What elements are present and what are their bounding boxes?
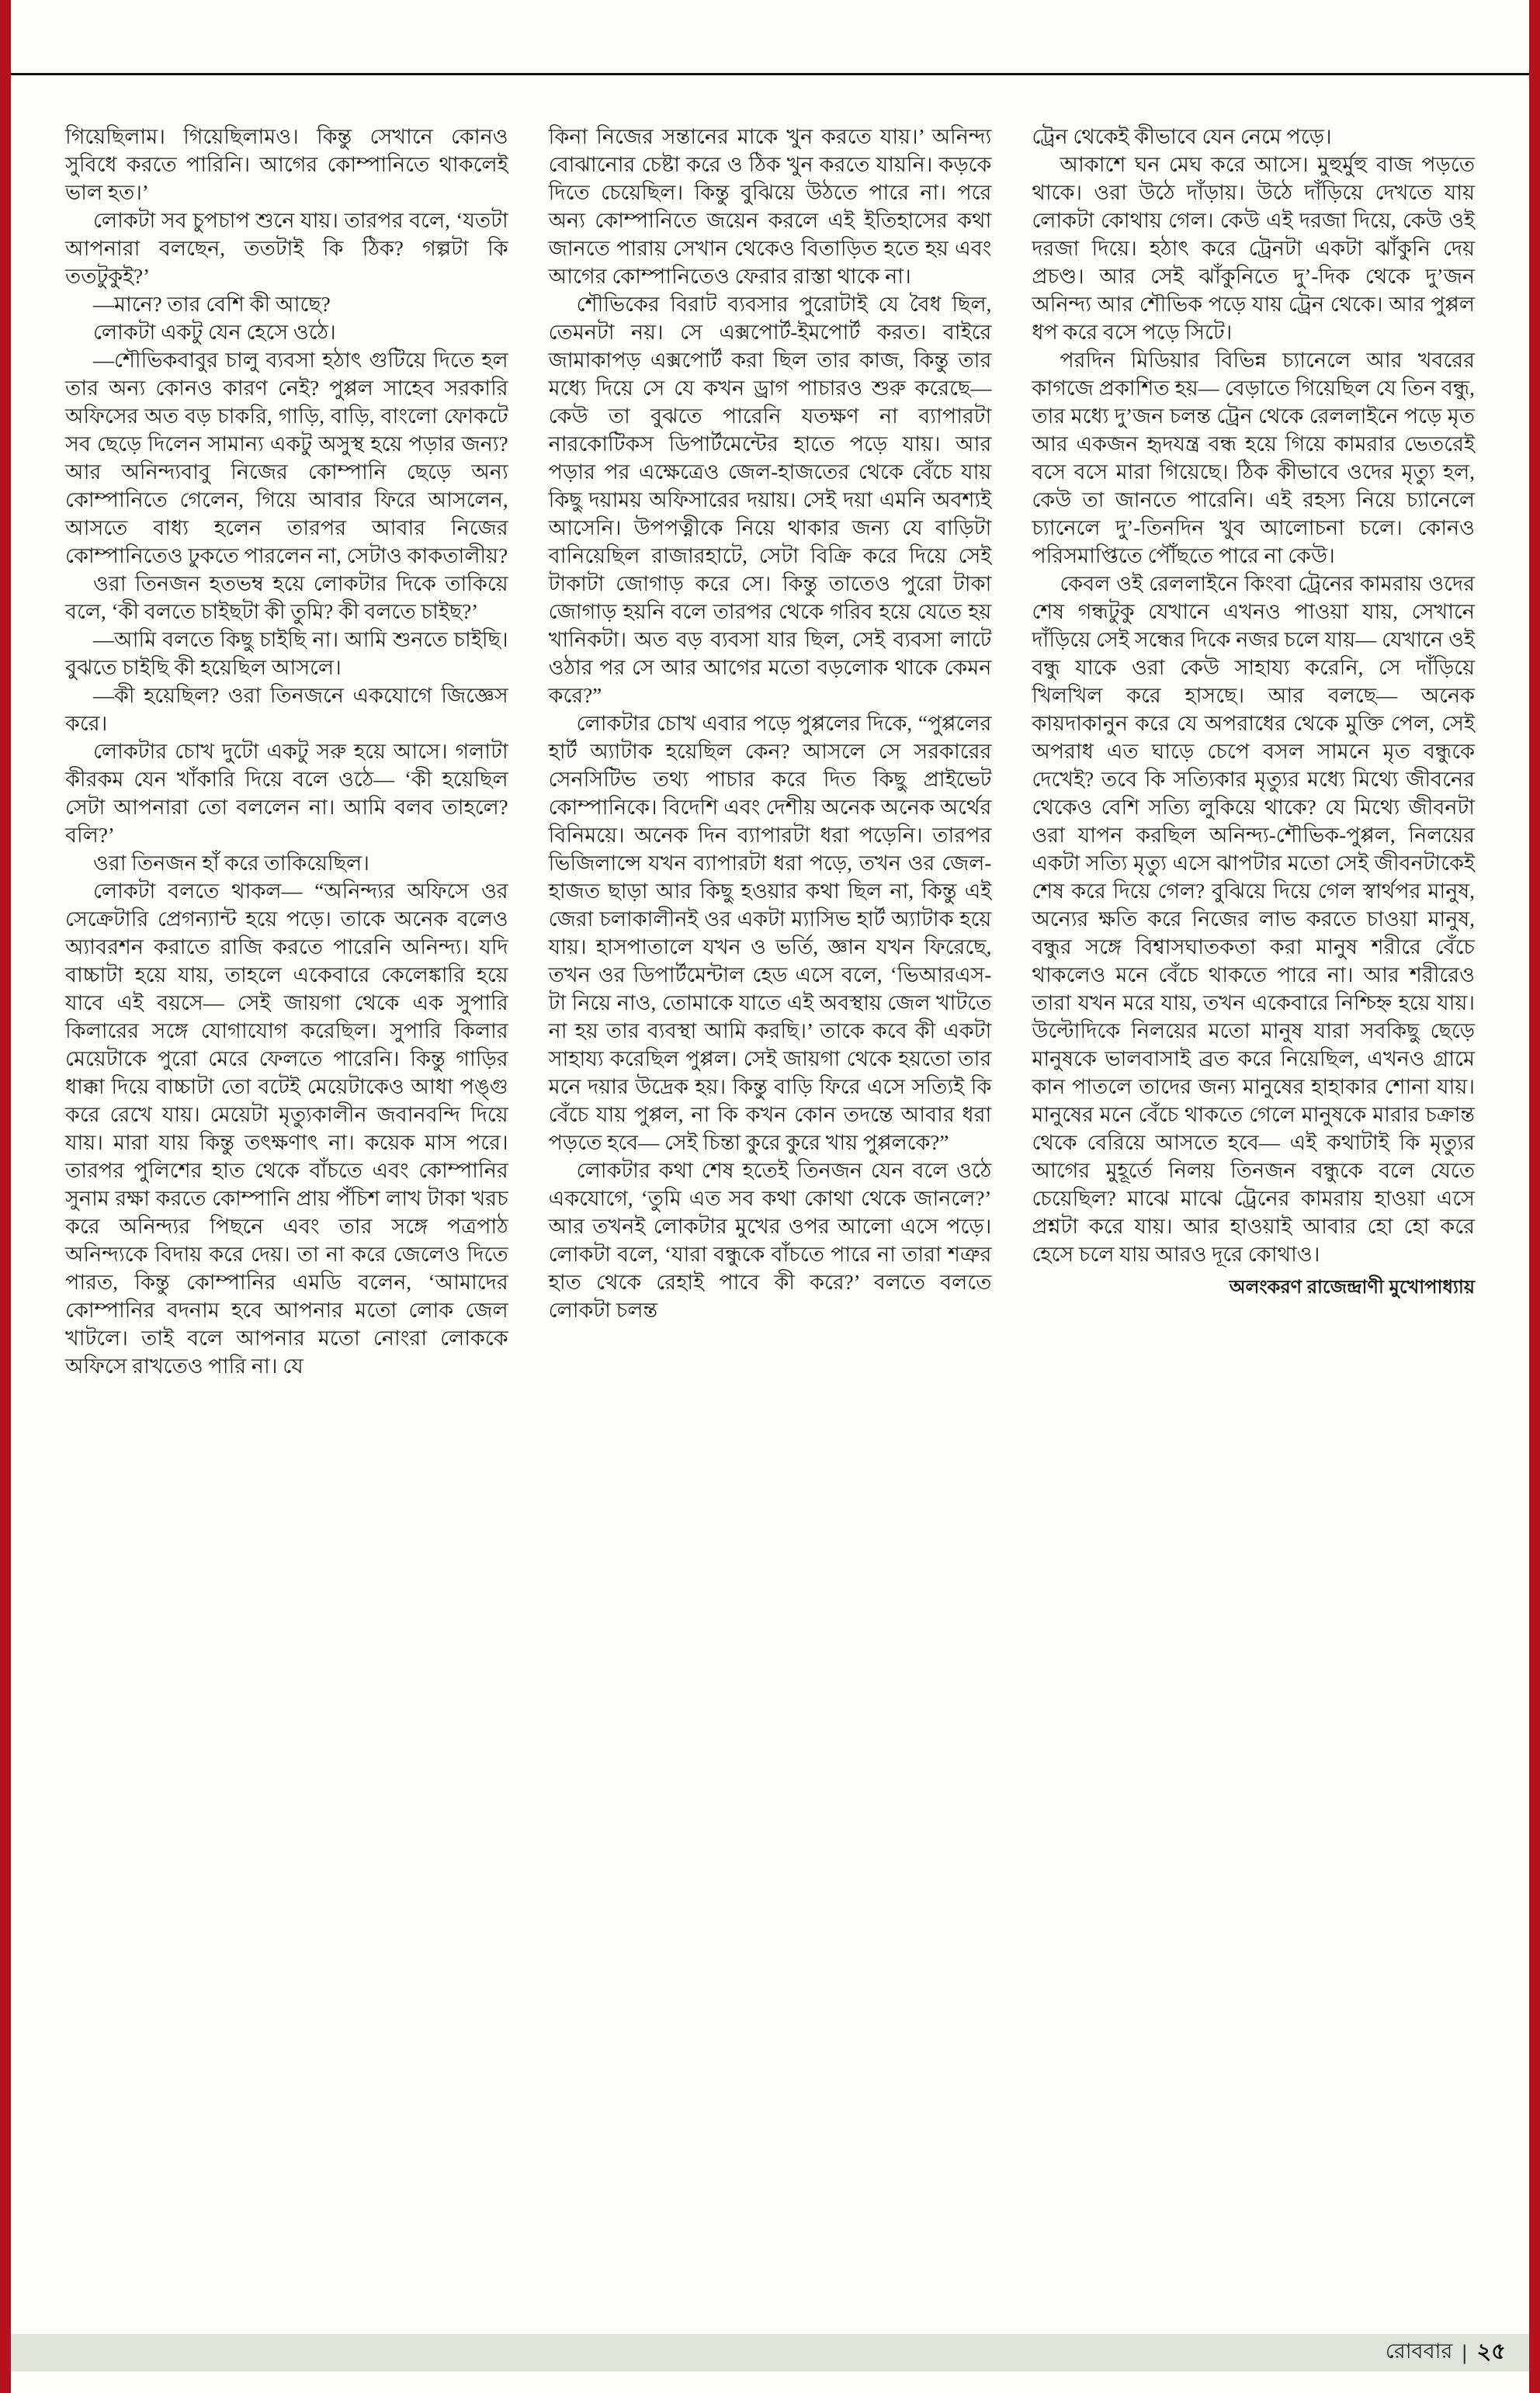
article-columns	[65, 123, 1475, 1380]
paragraph: লোকটা একটু যেন হেসে ওঠে।	[93, 321, 336, 344]
article-column-1	[65, 123, 508, 1380]
paragraph: লোকটার চোখ এবার পড়ে পুপ্পলের দিকে, “পুপ্পলের হার্ট অ্যাটাক হয়েছিল কেন? আসলে সে সরকারের সেনসিটিভ তথ্য পাচার করে দিত কিছু প্রাইভেট কোম্পানিকে। বিদেশি এবং দেশীয় অনেক অনেক অর্থের বিনিময়ে। অনেক দিন ব্যাপারটা ধরা পড়েনি। তারপর ভিজিলান্সে যখন ব্যাপারটা ধরা পড়ে, তখন ওর জেল-হাজত ছাড়া আর কিছু হওয়ার কথা ছিল না, কিন্তু এই জেরা চলাকালীনই ওর একটা ম্যাসিভ হার্ট অ্যাটাক হয়ে যায়। হাসপাতালে যখন ও ভর্তি, জ্ঞান যখন ফিরেছে, তখন ওর ডিপার্টমেন্টাল হেড এসে বলে, ‘ভিআরএস-টা নিয়ে নাও, তোমাকে যাতে এই অবস্থায় জেল খাটতে না হয় তার ব্যবস্থা আমি করছি।’ তাকে কবে কী একটা সাহায্য করেছিল পুপ্পল। সেই জায়গা থেকে হয়তো তার মনে দয়ার উদ্রেক হয়। কিন্তু বাড়ি ফিরে এসে সত্যিই কি বেঁচে যায় পুপ্পল, না কি কখন কোন তদন্তে আবার ধরা পড়তে হবে— সেই চিন্তা কুরে কুরে খায় পুপ্পলকে?”	[548, 712, 992, 1154]
paragraph: কেবল ওই রেললাইনে কিংবা ট্রেনের কামরায় ওদের শেষ গন্ধটুকু যেখানে এখনও পাওয়া যায়, সেখানে দাঁড়িয়ে সেই সন্ধের দিকে নজর চলে যায়— যেখানে ওই বন্ধু যাকে ওরা কেউ সাহায্য করেনি, সে দাঁড়িয়ে খিলখিল করে হাসছে। আর বলছে— অনেক কায়দাকানুন করে যে অপরাধের থেকে মুক্তি পেল, সেই অপরাধ এত ঘাড়ে চেপে বসল সামনে মৃত বন্ধুকে দেখেই? তবে কি সত্যিকার মৃত্যুর মধ্যে মিথ্যে জীবনের থেকেও বেশি সত্যি লুকিয়ে থাকে? যে মিথ্যে জীবনটা ওরা যাপন করছিল অনিন্দ্য-শৌভিক-পুপ্পল, নিলয়ের একটা সত্যি মৃত্যু এসে ঝাপটার মতো সেই জীবনটাকেই শেষ করে দিয়ে গেল? বুঝিয়ে দিয়ে গেল স্বার্থপর মানুষ, অন্যের ক্ষতি করে নিজের লাভ করতে চাওয়া মানুষ, বন্ধুর সঙ্গে বিশ্বাসঘাতকতা করা মানুষ শরীরে বেঁচে থাকলেও মনে বেঁচে থাকতে পারে না। আর শরীরেও তারা যখন মরে যায়, তখন একেবারে নিশ্চিহ্ন হয়ে যায়। উল্টোদিকে নিলয়ের মতো মানুষ যারা সবকিছু ছেড়ে মানুষকে ভালবাসাই ব্রত করে নিয়েছিল, এখনও গ্রামে কান পাতলে তাদের জন্য মানুষের হাহাকার শোনা যায়। মানুষের মনে বেঁচে থাকতে গেলে মানুষকে মারার চক্রান্ত থেকে বেরিয়ে আসতে হবে— এই কথাটাই কি মৃত্যুর আগের মুহূর্তে নিলয় তিনজন বন্ধুকে বলে যেতে চেয়েছিল? মাঝে মাঝে ট্রেনের কামরায় হাওয়া এসে প্রশ্নটা করে যায়। আর হাওয়াই আবার হো হো করে হেসে চলে যায় আরও দূরে কোথাও।	[1032, 572, 1476, 1266]
paragraph: শৌভিকের বিরাট ব্যবসার পুরোটাই যে বৈধ ছিল, তেমনটা নয়। সে এক্সপোর্ট-ইমপোর্ট করত। বাইরে জামাকাপড় এক্সপোর্ট করা ছিল তার কাজ, কিন্তু তার মধ্যে দিয়ে সে যে কখন ড্রাগ পাচারও শুরু করেছে— কেউ তা বুঝতে পারেনি যতক্ষণ না ব্যাপারটা নারকোটিকস ডিপার্টমেন্টের হাতে পড়ে যায়। আর পড়ার পর এক্ষেত্রেও জেল-হাজতের থেকে বেঁচে যায় কিছু দয়াময় অফিসারের দয়ায়। সেই দয়া এমনি অবশ্যই আসেনি। উপপত্নীকে নিয়ে থাকার জন্য যে বাড়িটা বানিয়েছিল রাজারহাটে, সেটা বিক্রি করে দিয়ে সেই টাকাটা জোগাড় করে সে। কিন্তু তাতেও পুরো টাকা জোগাড় হয়নি বলে তারপর থেকে গরিব হয়ে যেতে হয় খানিকটা। অত বড় ব্যবসা যার ছিল, সেই ব্যবসা লাটে ওঠার পর সে আর আগের মতো বড়লোক থাকে কেমন করে?”	[548, 293, 992, 707]
paragraph: আকাশে ঘন মেঘ করে আসে। মুহুর্মুহু বাজ পড়তে থাকে। ওরা উঠে দাঁড়ায়। উঠে দাঁড়িয়ে দেখতে যায় লোকটা কোথায় গেল। কেউ এই দরজা দিয়ে, কেউ ওই দরজা দিয়ে। হঠাৎ করে ট্রেনটা একটা ঝাঁকুনি দেয় প্রচণ্ড। আর সেই ঝাঁকুনিতে দু’-দিক থেকে দু’জন অনিন্দ্য আর শৌভিক পড়ে যায় ট্রেন থেকে। আর পুপ্পল ধপ করে বসে পড়ে সিটে।	[1032, 153, 1476, 344]
paragraph: ওরা তিনজন হতভম্ব হয়ে লোকটার দিকে তাকিয়ে বলে, ‘কী বলতে চাইছটা কী তুমি? কী বলতে চাইছ?’	[65, 572, 508, 623]
article-column-3	[1032, 123, 1475, 1380]
article-column-3-paragraphs	[1032, 123, 1475, 1268]
footer-band	[11, 2334, 1529, 2371]
paragraph: লোকটার কথা শেষ হতেই তিনজন যেন বলে ওঠে একযোগে, ‘তুমি এত সব কথা কোথা থেকে জানলে?’ আর তখনই লোকটার মুখের ওপর আলো এসে পড়ে। লোকটা বলে, ‘যারা বন্ধুকে বাঁচতে পারে না তারা শত্রুর হাত থেকে রেহাই পাবে কী করে?’ বলতে বলতে লোকটা চলন্ত	[548, 1159, 992, 1322]
paragraph: কিনা নিজের সন্তানের মাকে খুন করতে যায়।’ অনিন্দ্য বোঝানোর চেষ্টা করে ও ঠিক খুন করতে যায়নি। কড়কে দিতে চেয়েছিল। কিন্তু বুঝিয়ে উঠতে পারে না। পরে অন্য কোম্পানিতে জয়েন করলে এই ইতিহাসের কথা জানতে পারায় সেখান থেকেও বিতাড়িত হতে হয় এবং আগের কোম্পানিতেও ফেরার রাস্তা থাকে না।	[548, 125, 992, 288]
paragraph: —কী হয়েছিল? ওরা তিনজনে একযোগে জিজ্ঞেস করে।	[65, 684, 508, 735]
page-border-right	[1529, 0, 1540, 2393]
page-number: ২৫	[1476, 2339, 1506, 2364]
paragraph: লোকটা সব চুপচাপ শুনে যায়। তারপর বলে, ‘যতটা আপনারা বলছেন, ততটাই কি ঠিক? গল্পটা কি ততটুকুই?’	[65, 209, 508, 288]
footer-divider: |	[1462, 2340, 1468, 2364]
paragraph: লোকটা বলতে থাকল— “অনিন্দ্যর অফিসে ওর সেক্রেটারি প্রেগন্যান্ট হয়ে পড়ে। তাকে অনেক বলেও অ্যাবরশন করাতে রাজি করতে পারেনি অনিন্দ্য। যদি বাচ্চাটা হয়ে যায়, তাহলে একেবারে কেলেঙ্কারি হয়ে যাবে এই বয়সে— সেই জায়গা থেকে এক সুপারি কিলারের সঙ্গে যোগাযোগ করেছিল। সুপারি কিলার মেয়েটাকে পুরো মেরে ফেলতে পারেনি। কিন্তু গাড়ির ধাক্কা দিয়ে বাচ্চাটা তো বটেই মেয়েটাকেও আধা পঙ্গু করে রেখে যায়। মেয়েটা মৃত্যুকালীন জবানবন্দি দিয়ে যায়। মারা যায় কিন্তু তৎক্ষণাৎ না। কয়েক মাস পরে। তারপর পুলিশের হাত থেকে বাঁচতে এবং কোম্পানির সুনাম রক্ষা করতে কোম্পানি প্রায় পঁচিশ লাখ টাকা খরচ করে অনিন্দ্যর পিছনে এবং তার সঙ্গে পত্রপাঠ অনিন্দ্যকে বিদায় করে দেয়। তা না করে জেলেও দিতে পারত, কিন্তু কোম্পানির এমডি বলেন, ‘আমাদের কোম্পানির বদনাম হবে আপনার মতো লোক জেল খাটলে। তাই বলে আপনার মতো নোংরা লোককে অফিসে রাখতেও পারি না। যে	[65, 879, 508, 1378]
paragraph: ট্রেন থেকেই কীভাবে যেন নেমে পড়ে।	[1032, 125, 1332, 148]
magazine-name: রোববার	[1385, 2339, 1453, 2363]
illustration-credit: অলংকরণ রাজেন্দ্রাণী মুখোপাধ্যায়	[1229, 1277, 1476, 1298]
top-rule	[11, 73, 1529, 75]
paragraph: পরদিন মিডিয়ার বিভিন্ন চ্যানেলে আর খবরের কাগজে প্রকাশিত হয়— বেড়াতে গিয়েছিল যে তিন বন্ধু, তার মধ্যে দু’জন চলন্ত ট্রেন থেকে রেললাইনে পড়ে মৃত আর একজন হৃদযন্ত্র বন্ধ হয়ে গিয়ে কামরার ভেতরেই বসে বসে মারা গিয়েছে। ঠিক কীভাবে ওদের মৃত্যু হল, কেউ তা জানতে পারেনি। এই রহস্য নিয়ে চ্যানেলে চ্যানেলে দু’-তিনদিন খুব আলোচনা চলে। কোনও পরিসমাপ্তিতে পৌঁছতে পারে না কেউ।	[1032, 349, 1476, 567]
paragraph: —মানে? তার বেশি কী আছে?	[93, 293, 331, 316]
page-border-left	[0, 0, 11, 2393]
paragraph: —আমি বলতে কিছু চাইছি না। আমি শুনতে চাইছি। বুঝতে চাইছি কী হয়েছিল আসলে।	[65, 628, 508, 679]
article-column-2	[549, 123, 992, 1380]
paragraph: লোকটার চোখ দুটো একটু সরু হয়ে আসে। গলাটা কীরকম যেন খাঁকারি দিয়ে বলে ওঠে— ‘কী হয়েছিল সেটা আপনারা তো বললেন না। আমি বলব তাহলে? বলি?’	[65, 740, 508, 847]
paragraph: —শৌভিকবাবুর চালু ব্যবসা হঠাৎ গুটিয়ে দিতে হল তার অন্য কোনও কারণ নেই? পুপ্পল সাহেব সরকারি অফিসের অত বড় চাকরি, গাড়ি, বাড়ি, বাংলো ফোকটে সব ছেড়ে দিলেন সামান্য একটু অসুস্থ হয়ে পড়ার জন্য? আর অনিন্দ্যবাবু নিজের কোম্পানি ছেড়ে অন্য কোম্পানিতে গেলেন, গিয়ে আবার ফিরে আসলেন, আসতে বাধ্য হলেন তারপর আবার নিজের কোম্পানিতেও ঢুকতে পারলেন না, সেটাও কাকতালীয়?	[65, 349, 508, 567]
paragraph: ওরা তিনজন হাঁ করে তাকিয়েছিল।	[93, 851, 369, 875]
paragraph: গিয়েছিলাম। গিয়েছিলামও। কিন্তু সেখানে কোনও সুবিধে করতে পারিনি। আগের কোম্পানিতে থাকলেই ভাল হত।’	[65, 125, 508, 204]
